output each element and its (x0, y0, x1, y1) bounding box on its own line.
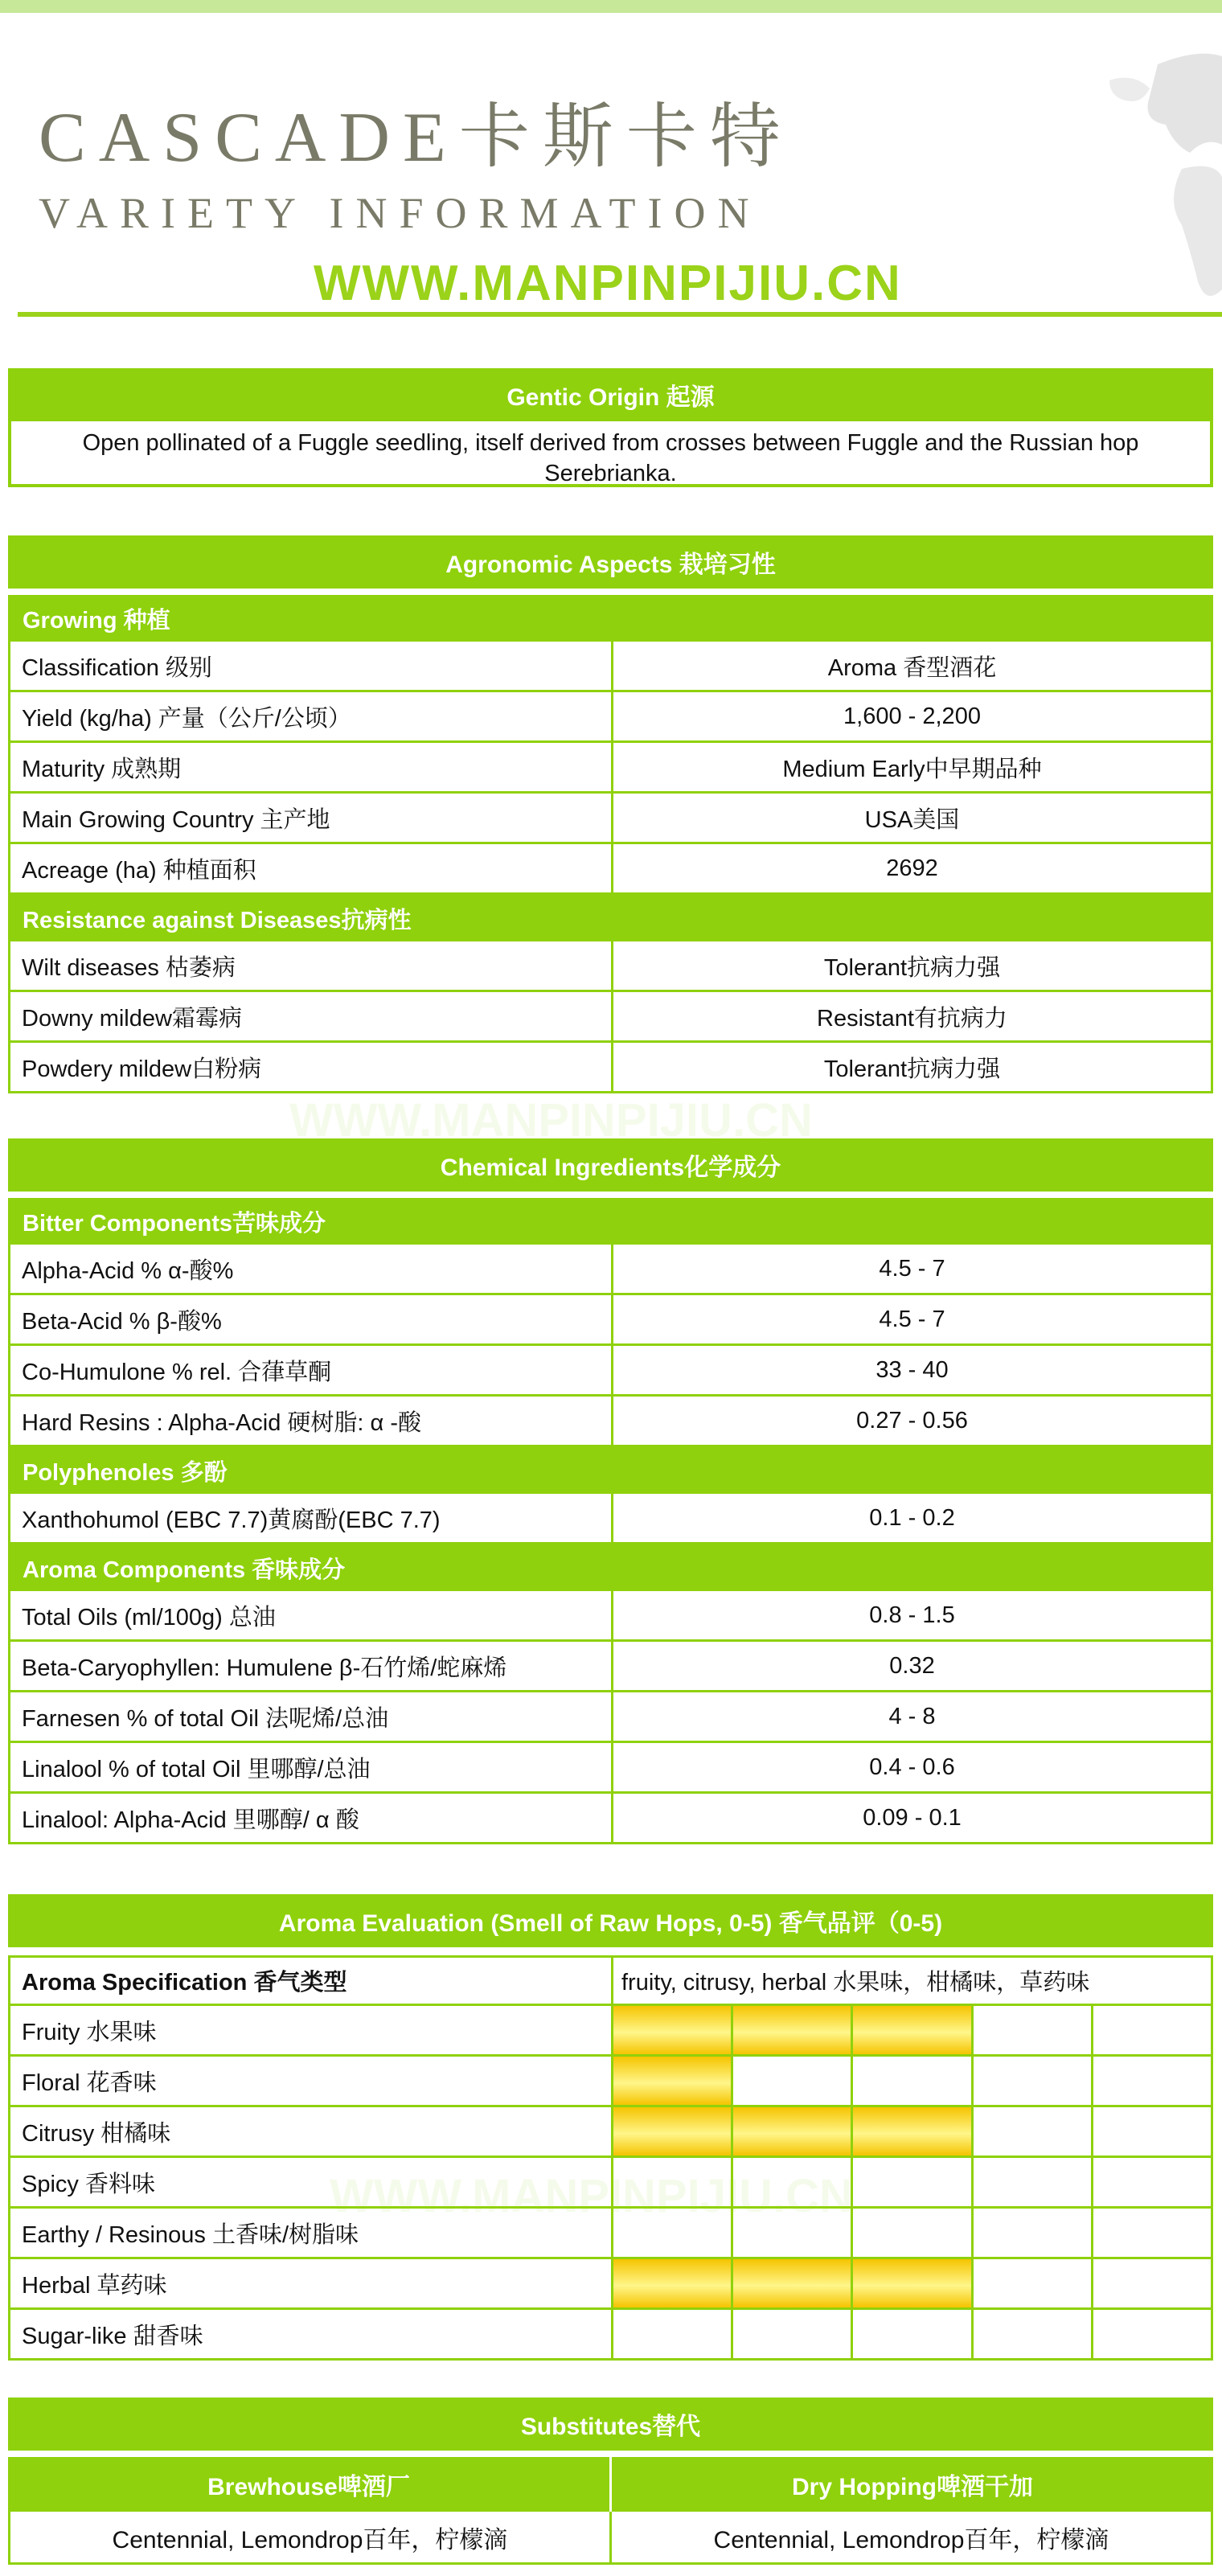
score-segment (733, 2006, 853, 2054)
table-row (8, 743, 1213, 794)
aroma-score-label: Fruity 水果味 (10, 2006, 613, 2054)
dry-hopping-heading: Dry Hopping啤酒干加 (792, 2474, 1033, 2500)
aroma-score-row (8, 2158, 1213, 2209)
score-segment (733, 2158, 853, 2206)
score-segment (853, 2310, 973, 2358)
substitutes-header-row (8, 2457, 1213, 2512)
row-value: USA美国 (864, 806, 960, 833)
watermark-text: WWW.MANPINPIJIU.CN (289, 1094, 813, 1146)
row-label: Co-Humulone % rel. 合葎草酮 (10, 1346, 613, 1394)
top-accent-bar (0, 0, 1222, 13)
table-row (8, 1692, 1213, 1743)
row-value: 4.5 - 7 (879, 1255, 945, 1282)
row-value: 0.8 - 1.5 (869, 1602, 955, 1628)
aroma-score-row (8, 2107, 1213, 2158)
substitutes-value-row (8, 2512, 1213, 2565)
table-row (8, 1346, 1213, 1397)
agronomic-heading: Agronomic Aspects 栽培习性 (8, 535, 1213, 589)
score-segment (733, 2209, 853, 2257)
row-value: 1,600 - 2,200 (843, 703, 981, 729)
aroma-score-meter (613, 2057, 1211, 2105)
table-row (8, 1397, 1213, 1447)
score-segment (1093, 2310, 1211, 2358)
aroma-score-meter (613, 2158, 1211, 2206)
row-value: 4 - 8 (888, 1703, 936, 1729)
row-value: 0.32 (889, 1652, 935, 1679)
score-segment (974, 2259, 1093, 2307)
table-row (8, 1743, 1213, 1794)
genetic-origin-section (8, 368, 1213, 487)
aroma-score-meter (613, 2006, 1211, 2054)
watermark-text: WWW.MANPINPIJIU.CN (330, 2170, 853, 2222)
row-value: Tolerant抗病力强 (823, 1056, 1001, 1082)
brewhouse-value: Centennial, Lemondrop百年，柠檬滴 (10, 2512, 612, 2562)
row-value: 2692 (886, 855, 938, 881)
table-row (8, 642, 1213, 692)
score-segment (613, 2057, 733, 2105)
table-row (8, 992, 1213, 1043)
aroma-score-meter (613, 2209, 1211, 2257)
row-value: 0.4 - 0.6 (869, 1754, 955, 1780)
score-segment (1093, 2006, 1211, 2054)
resistance-table (8, 941, 1213, 1093)
row-label: Wilt diseases 枯萎病 (10, 941, 613, 990)
table-row (8, 1494, 1213, 1544)
row-value: Aroma 香型酒花 (827, 654, 997, 681)
row-label: Main Growing Country 主产地 (10, 794, 613, 842)
row-label: Maturity 成熟期 (10, 743, 613, 791)
chemical-heading: Chemical Ingredients化学成分 (8, 1138, 1213, 1192)
aroma-score-label: Herbal 草药味 (10, 2259, 613, 2307)
score-segment (974, 2006, 1093, 2054)
table-row (8, 1642, 1213, 1692)
aroma-score-meter (613, 2259, 1211, 2307)
aroma-components-heading: Aroma Components 香味成分 (8, 1544, 1213, 1591)
polyphenols-heading: Polyphenoles 多酚 (8, 1447, 1213, 1494)
table-row (8, 941, 1213, 992)
brewhouse-heading: Brewhouse啤酒厂 (8, 2457, 612, 2512)
substitutes-section (8, 2398, 1213, 2565)
aroma-spec-label: Aroma Specification 香气类型 (10, 1958, 613, 2004)
row-label: Total Oils (ml/100g) 总油 (10, 1591, 613, 1639)
row-value: 0.27 - 0.56 (856, 1407, 968, 1434)
aroma-score-label: Citrusy 柑橘味 (10, 2107, 613, 2156)
world-map-graphic (1061, 48, 1222, 354)
score-segment (1093, 2158, 1211, 2206)
row-label: Linalool % of total Oil 里哪醇/总油 (10, 1743, 613, 1791)
score-segment (613, 2259, 733, 2307)
score-segment (733, 2107, 853, 2156)
row-label: Xanthohumol (EBC 7.7)黄腐酚(EBC 7.7) (10, 1494, 613, 1542)
growing-heading: Growing 种植 (8, 595, 1213, 642)
row-label: Powdery mildew白粉病 (10, 1043, 613, 1091)
polyphenols-table (8, 1494, 1213, 1544)
page-subtitle: VARIETY INFORMATION (39, 189, 761, 237)
aroma-score-row (8, 2209, 1213, 2259)
table-row (8, 794, 1213, 844)
score-segment (853, 2006, 973, 2054)
score-segment (1093, 2259, 1211, 2307)
dry-hopping-value: Centennial, Lemondrop百年，柠檬滴 (713, 2526, 1109, 2553)
row-value: 0.09 - 0.1 (863, 1804, 962, 1831)
aroma-score-label: Spicy 香料味 (10, 2158, 613, 2206)
table-row (8, 1043, 1213, 1093)
row-label: Yield (kg/ha) 产量（公斤/公顷） (10, 692, 613, 740)
aroma-spec-row (8, 1955, 1213, 2006)
aroma-score-row (8, 2057, 1213, 2107)
table-row (8, 1295, 1213, 1346)
aroma-evaluation-section (8, 1894, 1213, 2361)
score-segment (853, 2107, 973, 2156)
table-row (8, 692, 1213, 743)
aroma-score-meter (613, 2310, 1211, 2358)
aroma-evaluation-table (8, 2006, 1213, 2361)
table-row (8, 844, 1213, 895)
score-segment (733, 2310, 853, 2358)
score-segment (1093, 2107, 1211, 2156)
aroma-evaluation-heading: Aroma Evaluation (Smell of Raw Hops, 0-5) 香气品评（0-5) (8, 1894, 1213, 1947)
chemical-section (8, 1138, 1213, 1844)
score-segment (613, 2006, 733, 2054)
bitter-heading: Bitter Components苦味成分 (8, 1198, 1213, 1245)
row-label: Alpha-Acid % α-酸% (10, 1245, 613, 1293)
score-segment (974, 2057, 1093, 2105)
score-segment (974, 2107, 1093, 2156)
score-segment (974, 2310, 1093, 2358)
score-segment (853, 2259, 973, 2307)
score-segment (733, 2259, 853, 2307)
row-label: Farnesen % of total Oil 法呢烯/总油 (10, 1692, 613, 1741)
row-label: Acreage (ha) 种植面积 (10, 844, 613, 892)
score-segment (1093, 2057, 1211, 2105)
table-row (8, 1245, 1213, 1295)
website-link[interactable]: WWW.MANPINPIJIU.CN (314, 256, 902, 311)
row-value: Medium Early中早期品种 (782, 756, 1042, 782)
row-value: Tolerant抗病力强 (823, 954, 1001, 981)
aroma-score-label: Earthy / Resinous 土香味/树脂味 (10, 2209, 613, 2257)
score-segment (613, 2209, 733, 2257)
bitter-table (8, 1245, 1213, 1447)
score-segment (733, 2057, 853, 2105)
row-value: Resistant有抗病力 (817, 1005, 1007, 1032)
header-divider (18, 312, 1222, 317)
aroma-score-label: Floral 花香味 (10, 2057, 613, 2105)
aroma-score-row (8, 2259, 1213, 2310)
table-row (8, 1591, 1213, 1642)
score-segment (613, 2107, 733, 2156)
score-segment (613, 2310, 733, 2358)
row-label: Linalool: Alpha-Acid 里哪醇/ α 酸 (10, 1794, 613, 1842)
row-value: 33 - 40 (875, 1356, 949, 1383)
aroma-score-row (8, 2006, 1213, 2057)
score-segment (974, 2209, 1093, 2257)
score-segment (853, 2057, 973, 2105)
score-segment (613, 2158, 733, 2206)
aroma-score-label: Sugar-like 甜香味 (10, 2310, 613, 2358)
substitutes-heading: Substitutes替代 (8, 2398, 1213, 2451)
row-label: Downy mildew霜霉病 (10, 992, 613, 1040)
growing-table (8, 642, 1213, 895)
genetic-origin-heading: Gentic Origin 起源 (8, 368, 1213, 421)
aroma-score-meter (613, 2107, 1211, 2156)
row-value: 4.5 - 7 (879, 1306, 945, 1332)
aroma-components-table (8, 1591, 1213, 1844)
row-label: Beta-Acid % β-酸% (10, 1295, 613, 1343)
score-segment (853, 2158, 973, 2206)
genetic-origin-text: Open pollinated of a Fuggle seedling, itself derived from crosses between Fuggle and the Russian hop Serebrianka. (8, 421, 1213, 487)
aroma-spec-value: fruity, citrusy, herbal 水果味，柑橘味，草药味 (621, 1970, 1090, 1996)
table-row (8, 1794, 1213, 1844)
aroma-score-row (8, 2310, 1213, 2361)
score-segment (974, 2158, 1093, 2206)
row-value: 0.1 - 0.2 (869, 1504, 955, 1531)
agronomic-section (8, 535, 1213, 1093)
row-label: Classification 级别 (10, 642, 613, 690)
page-title: CASCADE卡斯卡特 (39, 99, 793, 177)
score-segment (853, 2209, 973, 2257)
resistance-heading: Resistance against Diseases抗病性 (8, 895, 1213, 941)
score-segment (1093, 2209, 1211, 2257)
row-label: Beta-Caryophyllen: Humulene β-石竹烯/蛇麻烯 (10, 1642, 613, 1690)
row-label: Hard Resins : Alpha-Acid 硬树脂: α -酸 (10, 1397, 613, 1445)
